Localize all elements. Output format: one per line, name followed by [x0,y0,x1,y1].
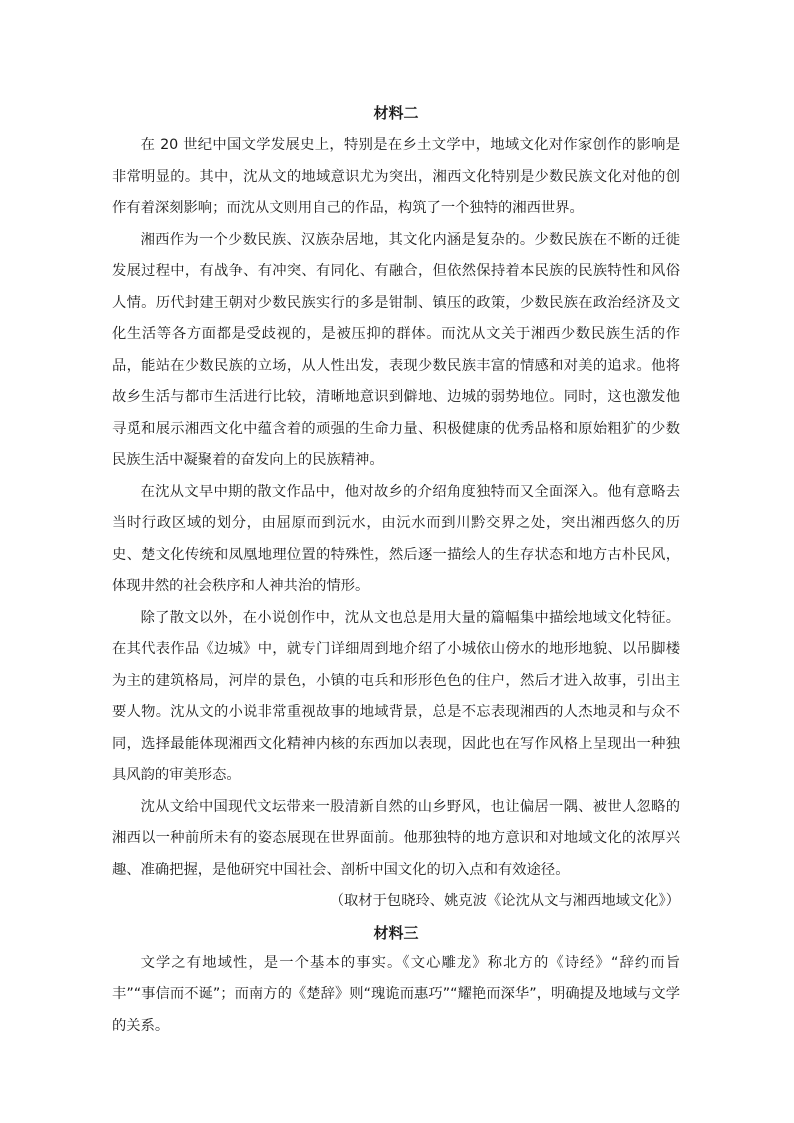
material-two-source: （取材于包晓玲、姚克波《论沈从文与湘西地域文化》） [329,893,680,909]
material-two-paragraph-4: 除了散文以外，在小说创作中，沈从文也总是用大量的篇幅集中描绘地域文化特征。在其代表作品《边城》中，就专门详细周到地介绍了小城依山傍水的地形地貌、以吊脚楼为主的建筑格局，河岸的景色，小镇的屯兵和形形色色的住户，然后才进入故事，引出主要人物。沈从文的小说非常重视故事的地域背景，总是不忘表现湘西的人杰地灵和与众不同，选择最能体现湘西文化精神内核的东西加以表现，因此也在写作风格上呈现出一种独具风韵的审美形态。 [112,609,680,783]
material-three-title: 材料三 [373,923,419,942]
material-three-paragraph-1: 文学之有地域性，是一个基本的事实。《文心雕龙》称北方的《诗经》“辞约而旨丰”“事信而不诞”；而南方的《楚辞》则“瑰诡而惠巧”“耀艳而深华”，明确提及地域与文学的关系。 [112,954,680,1034]
material-two-paragraph-2: 湘西作为一个少数民族、汉族杂居地，其文化内涵是复杂的。少数民族在不断的迁徙发展过程中，有战争、有冲突、有同化、有融合，但依然保持着本民族的民族特性和风俗人情。历代封建王朝对少数民族实行的多是钳制、镇压的政策，少数民族在政治经济及文化生活等各方面都是受歧视的，是被压抑的群体。而沈从文关于湘西少数民族生活的作品，能站在少数民族的立场，从人性出发，表现少数民族丰富的情感和对美的追求。他将故乡生活与都市生活进行比较，清晰地意识到僻地、边城的弱势地位。同时，这也激发他寻觅和展示湘西文化中蕴含着的顽强的生命力量、积极健康的优秀品格和原始粗犷的少数民族生活中凝聚着的奋发向上的民族精神。 [112,231,680,468]
material-two-paragraph-5: 沈从文给中国现代文坛带来一股清新自然的山乡野风，也让偏居一隅、被世人忽略的湘西以一种前所未有的姿态展现在世界面前。他那独特的地方意识和对地域文化的浓厚兴趣、准确把握，是他研究中国社会、剖析中国文化的切入点和有效途径。 [112,798,680,878]
material-two-paragraph-1: 在 20 世纪中国文学发展史上，特别是在乡土文学中，地域文化对作家创作的影响是非常明显的。其中，沈从文的地域意识尤为突出，湘西文化特别是少数民族文化对他的创作有着深刻影响；而沈从文则用自己的作品，构筑了一个独特的湘西世界。 [112,137,680,216]
material-three-section [112,918,680,1043]
material-two-title: 材料二 [373,104,419,122]
material-two-paragraph-3: 在沈从文早中期的散文作品中，他对故乡的介绍角度独特而又全面深入。他有意略去当时行政区域的划分，由屈原而到沅水，由沅水而到川黔交界之处，突出湘西悠久的历史、楚文化传统和凤凰地理位置的特殊性，然后逐一描绘人的生存状态和地方古朴民风，体现井然的社会秩序和人神共治的情形。 [112,483,680,594]
material-two-section [112,98,680,918]
document-page [112,98,680,1042]
